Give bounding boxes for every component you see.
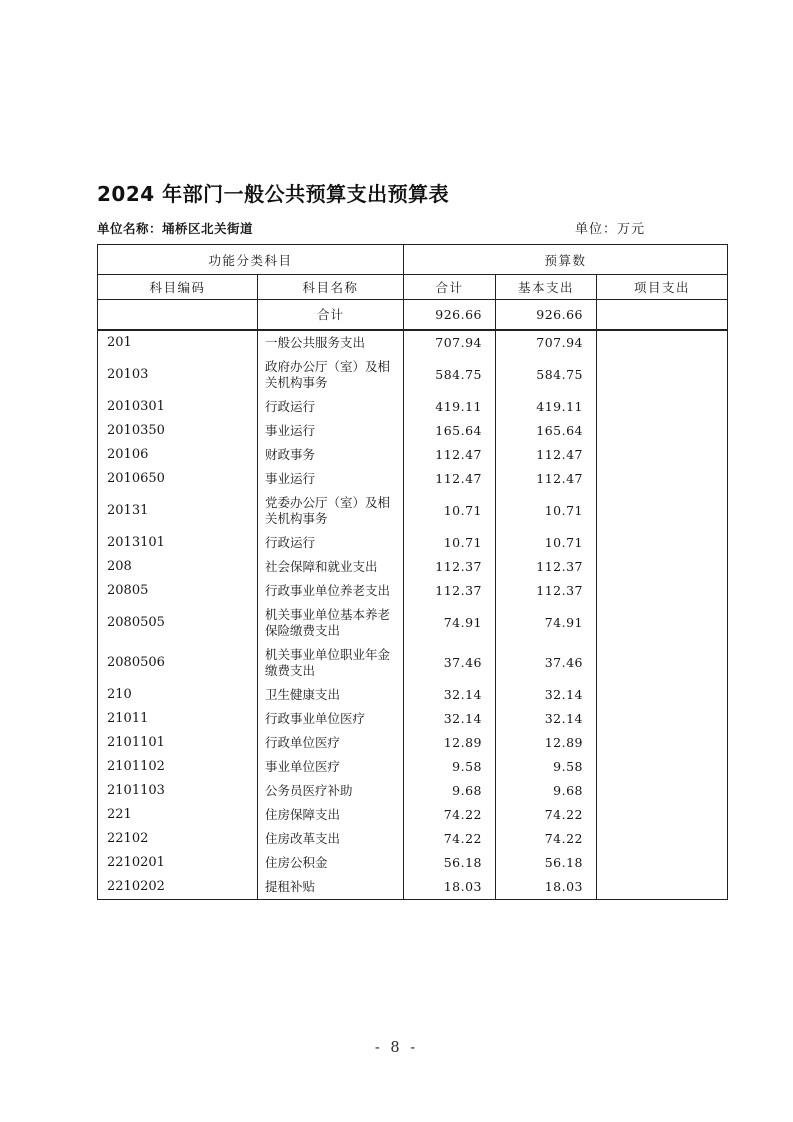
table-total-band — [98, 300, 728, 330]
cell-code: 221 — [98, 803, 258, 827]
table-header — [98, 245, 728, 300]
cell-project — [597, 851, 728, 875]
header-subject-code: 科目编码 — [98, 275, 258, 300]
cell-code: 2101102 — [98, 755, 258, 779]
cell-basic: 419.11 — [496, 395, 597, 419]
cell-code: 208 — [98, 555, 258, 579]
cell-name: 住房公积金 — [258, 851, 404, 875]
cell-basic: 707.94 — [496, 330, 597, 355]
header-total: 合计 — [404, 275, 496, 300]
cell-total: 18.03 — [404, 875, 496, 900]
cell-basic: 74.22 — [496, 827, 597, 851]
cell-code: 2210201 — [98, 851, 258, 875]
cell-total: 112.37 — [404, 579, 496, 603]
cell-project — [597, 755, 728, 779]
table-row — [98, 731, 728, 755]
cell-code: 2101103 — [98, 779, 258, 803]
cell-name: 公务员医疗补助 — [258, 779, 404, 803]
unit-of-measure-label: 单位：万元 — [574, 222, 645, 237]
cell-code: 2080505 — [98, 603, 258, 643]
cell-total: 9.68 — [404, 779, 496, 803]
budget-table-body — [98, 330, 728, 900]
cell-project — [597, 731, 728, 755]
cell-project — [597, 707, 728, 731]
cell-code: 2101101 — [98, 731, 258, 755]
table-row — [98, 875, 728, 900]
cell-name: 行政事业单位医疗 — [258, 707, 404, 731]
cell-name: 机关事业单位职业年金缴费支出 — [258, 643, 404, 683]
cell-project — [597, 579, 728, 603]
table-row — [98, 555, 728, 579]
cell-project — [597, 419, 728, 443]
header-budget-figures: 预算数 — [404, 245, 728, 275]
cell-project — [597, 875, 728, 900]
table-row — [98, 643, 728, 683]
cell-code: 20103 — [98, 355, 258, 395]
cell-name: 行政运行 — [258, 531, 404, 555]
table-row — [98, 779, 728, 803]
cell-code: 21011 — [98, 707, 258, 731]
cell-project — [597, 355, 728, 395]
table-row — [98, 330, 728, 355]
cell-project — [597, 555, 728, 579]
cell-basic: 584.75 — [496, 355, 597, 395]
table-row — [98, 683, 728, 707]
cell-project — [597, 827, 728, 851]
cell-total: 112.47 — [404, 467, 496, 491]
cell-name: 行政单位医疗 — [258, 731, 404, 755]
cell-project — [597, 643, 728, 683]
table-row — [98, 603, 728, 643]
cell-name: 政府办公厅（室）及相关机构事务 — [258, 355, 404, 395]
cell-code: 210 — [98, 683, 258, 707]
cell-total: 584.75 — [404, 355, 496, 395]
cell-project — [597, 467, 728, 491]
cell-code: 22102 — [98, 827, 258, 851]
cell-basic: 37.46 — [496, 643, 597, 683]
cell-project — [597, 603, 728, 643]
cell-name: 事业运行 — [258, 419, 404, 443]
cell-name: 卫生健康支出 — [258, 683, 404, 707]
cell-total: 707.94 — [404, 330, 496, 355]
cell-name: 提租补贴 — [258, 875, 404, 900]
cell-code — [98, 300, 258, 330]
cell-name: 行政运行 — [258, 395, 404, 419]
page-number: - 8 - — [374, 1040, 419, 1056]
cell-code: 20131 — [98, 491, 258, 531]
table-row — [98, 755, 728, 779]
cell-basic: 18.03 — [496, 875, 597, 900]
header-basic-expenditure: 基本支出 — [496, 275, 597, 300]
header-functional-category: 功能分类科目 — [98, 245, 404, 275]
header-columns-row — [98, 275, 728, 300]
cell-basic: 112.37 — [496, 579, 597, 603]
cell-name: 财政事务 — [258, 443, 404, 467]
content-area — [97, 181, 727, 900]
cell-code: 2010350 — [98, 419, 258, 443]
cell-total: 74.91 — [404, 603, 496, 643]
table-row — [98, 579, 728, 603]
table-row — [98, 355, 728, 395]
cell-name: 事业单位医疗 — [258, 755, 404, 779]
cell-basic: 32.14 — [496, 707, 597, 731]
cell-project — [597, 300, 728, 330]
cell-code: 2010301 — [98, 395, 258, 419]
cell-basic: 74.22 — [496, 803, 597, 827]
cell-total: 10.71 — [404, 531, 496, 555]
table-row — [98, 707, 728, 731]
cell-code: 20106 — [98, 443, 258, 467]
cell-name: 党委办公厅（室）及相关机构事务 — [258, 491, 404, 531]
cell-total: 32.14 — [404, 683, 496, 707]
header-project-expenditure: 项目支出 — [597, 275, 728, 300]
meta-row — [97, 218, 727, 237]
cell-code: 2210202 — [98, 875, 258, 900]
cell-total: 74.22 — [404, 827, 496, 851]
cell-total: 419.11 — [404, 395, 496, 419]
cell-project — [597, 803, 728, 827]
cell-basic: 10.71 — [496, 531, 597, 555]
table-row — [98, 827, 728, 851]
cell-project — [597, 443, 728, 467]
table-row — [98, 395, 728, 419]
cell-total: 926.66 — [404, 300, 496, 330]
cell-code: 2013101 — [98, 531, 258, 555]
cell-basic: 74.91 — [496, 603, 597, 643]
cell-basic: 112.47 — [496, 467, 597, 491]
cell-total: 56.18 — [404, 851, 496, 875]
cell-project — [597, 683, 728, 707]
cell-basic: 112.47 — [496, 443, 597, 467]
budget-table — [97, 244, 728, 900]
table-row — [98, 803, 728, 827]
table-row — [98, 851, 728, 875]
table-row — [98, 419, 728, 443]
cell-name: 住房保障支出 — [258, 803, 404, 827]
cell-name: 机关事业单位基本养老保险缴费支出 — [258, 603, 404, 643]
cell-name: 一般公共服务支出 — [258, 330, 404, 355]
cell-name: 合计 — [258, 300, 404, 330]
cell-project — [597, 531, 728, 555]
table-row — [98, 443, 728, 467]
cell-basic: 10.71 — [496, 491, 597, 531]
cell-basic: 12.89 — [496, 731, 597, 755]
cell-basic: 926.66 — [496, 300, 597, 330]
cell-name: 事业运行 — [258, 467, 404, 491]
table-row — [98, 531, 728, 555]
cell-total: 165.64 — [404, 419, 496, 443]
cell-code: 20805 — [98, 579, 258, 603]
cell-code: 2080506 — [98, 643, 258, 683]
cell-total: 112.37 — [404, 555, 496, 579]
cell-project — [597, 491, 728, 531]
cell-name: 社会保障和就业支出 — [258, 555, 404, 579]
cell-code: 2010650 — [98, 467, 258, 491]
cell-basic: 9.58 — [496, 755, 597, 779]
cell-total: 74.22 — [404, 803, 496, 827]
cell-name: 行政事业单位养老支出 — [258, 579, 404, 603]
cell-project — [597, 395, 728, 419]
cell-project — [597, 779, 728, 803]
unit-name-label: 单位名称：埇桥区北关街道 — [97, 221, 254, 236]
cell-total: 10.71 — [404, 491, 496, 531]
cell-basic: 165.64 — [496, 419, 597, 443]
header-subject-name: 科目名称 — [258, 275, 404, 300]
table-row — [98, 491, 728, 531]
header-group-row — [98, 245, 728, 275]
table-row — [98, 467, 728, 491]
cell-code: 201 — [98, 330, 258, 355]
cell-total: 37.46 — [404, 643, 496, 683]
cell-project — [597, 330, 728, 355]
total-row — [98, 300, 728, 330]
cell-total: 9.58 — [404, 755, 496, 779]
cell-total: 12.89 — [404, 731, 496, 755]
cell-basic: 32.14 — [496, 683, 597, 707]
cell-total: 112.47 — [404, 443, 496, 467]
cell-basic: 112.37 — [496, 555, 597, 579]
cell-basic: 9.68 — [496, 779, 597, 803]
cell-name: 住房改革支出 — [258, 827, 404, 851]
cell-total: 32.14 — [404, 707, 496, 731]
page-title: 2024 年部门一般公共预算支出预算表 — [97, 182, 450, 206]
cell-basic: 56.18 — [496, 851, 597, 875]
